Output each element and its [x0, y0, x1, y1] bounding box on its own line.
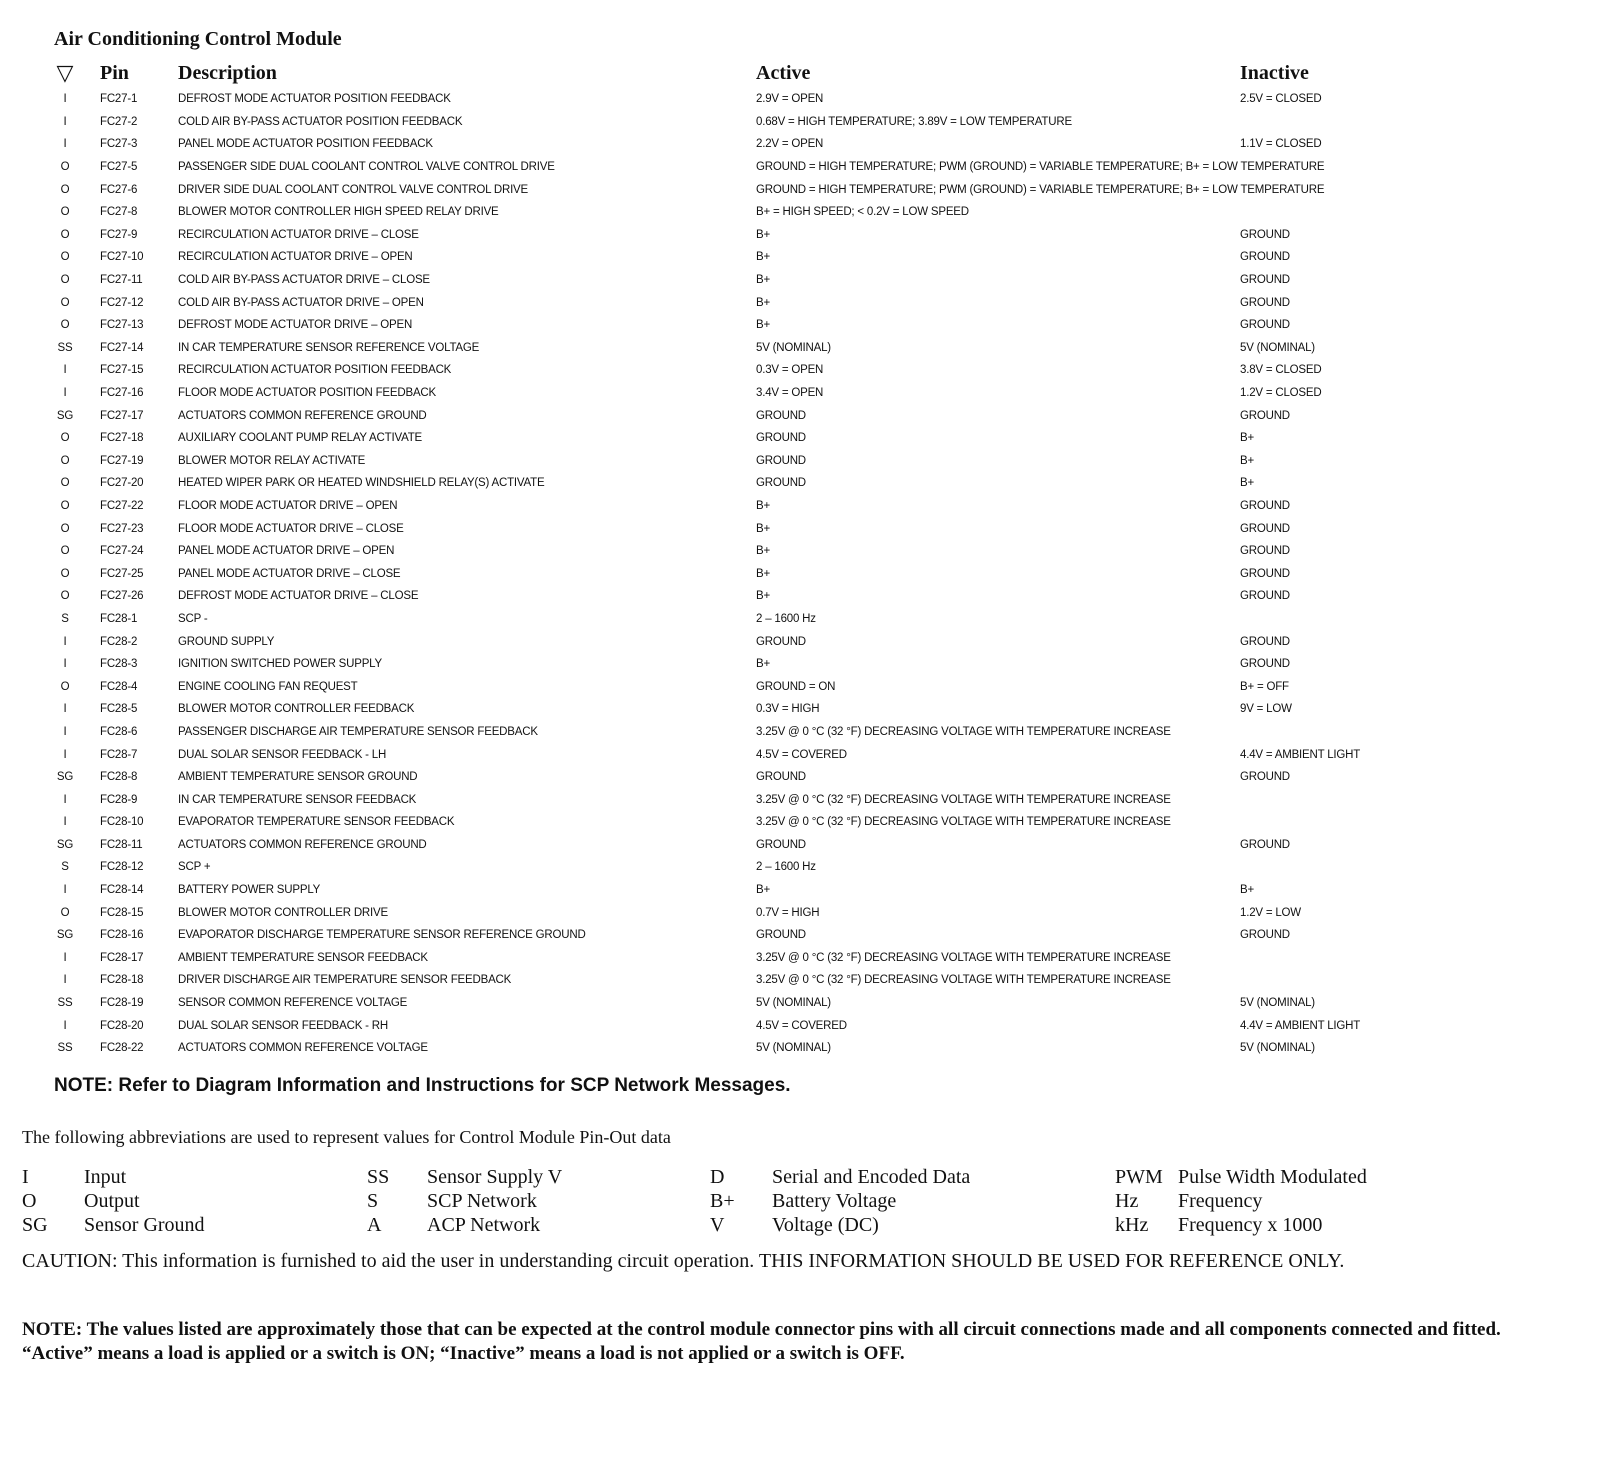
pin-description: BLOWER MOTOR RELAY ACTIVATE	[178, 454, 366, 467]
abbreviation-meaning: Sensor Ground	[84, 1214, 205, 1236]
pin-description: AUXILIARY COOLANT PUMP RELAY ACTIVATE	[178, 432, 422, 445]
pin-id: FC28-11	[100, 838, 143, 851]
pin-inactive-value	[1240, 111, 1554, 134]
direction-header-icon: ▽	[56, 60, 74, 85]
pin-description: DUAL SOLAR SENSOR FEEDBACK - LH	[178, 748, 387, 761]
table-row	[54, 924, 1554, 947]
table-row	[54, 992, 1554, 1015]
pin-description: BLOWER MOTOR CONTROLLER DRIVE	[178, 906, 388, 919]
pin-id: FC27-9	[100, 228, 138, 241]
page-title: Air Conditioning Control Module	[54, 28, 342, 50]
pin-id: FC28-3	[100, 658, 138, 671]
table-row	[54, 608, 1554, 631]
pin-direction: I	[63, 884, 67, 897]
table-row	[54, 224, 1554, 247]
pin-inactive-value: GROUND	[1240, 590, 1290, 603]
pin-id: FC27-18	[100, 432, 144, 445]
pin-description: PASSENGER DISCHARGE AIR TEMPERATURE SENSOR FEEDBACK	[178, 725, 538, 738]
pin-description: PANEL MODE ACTUATOR POSITION FEEDBACK	[178, 138, 433, 151]
pin-direction: I	[63, 974, 67, 987]
pin-inactive-value: B+	[1240, 432, 1254, 445]
network-note: NOTE: Refer to Diagram Information and Instructions for SCP Network Messages.	[54, 1075, 791, 1096]
pin-id: FC28-12	[100, 861, 144, 874]
table-row	[54, 788, 1554, 811]
pin-id: FC27-12	[100, 296, 144, 309]
table-row	[54, 698, 1554, 721]
pin-description: ENGINE COOLING FAN REQUEST	[178, 680, 358, 693]
pin-id: FC28-7	[100, 748, 138, 761]
pin-description: COLD AIR BY-PASS ACTUATOR DRIVE – CLOSE	[178, 274, 430, 287]
pin-id: FC28-14	[100, 884, 144, 897]
abbreviation-meaning: ACP Network	[427, 1214, 541, 1236]
pin-inactive-value: GROUND	[1240, 567, 1290, 580]
pin-id: FC28-1	[100, 612, 138, 625]
pin-active-value: B+	[756, 590, 770, 603]
pin-id: FC27-15	[100, 364, 144, 377]
pin-id: FC27-6	[100, 183, 138, 196]
pin-id: FC27-1	[100, 93, 138, 106]
pin-direction: SS	[57, 1042, 73, 1055]
abbreviation-meaning: Voltage (DC)	[772, 1214, 879, 1236]
table-row	[54, 856, 1554, 879]
pin-active-value: 5V (NOMINAL)	[756, 997, 831, 1010]
pin-active-value: B+	[756, 499, 770, 512]
table-row	[54, 291, 1554, 314]
pin-active-value: GROUND = HIGH TEMPERATURE; PWM (GROUND) = VARIABLE TEMPERATURE; B+ = LOW TEMPERATURE	[756, 161, 1325, 174]
pin-description: ACTUATORS COMMON REFERENCE GROUND	[178, 409, 427, 422]
pin-active-value: 5V (NOMINAL)	[756, 1042, 831, 1055]
pin-description: HEATED WIPER PARK OR HEATED WINDSHIELD RELAY(S) ACTIVATE	[178, 477, 545, 490]
pin-active-value: 0.68V = HIGH TEMPERATURE; 3.89V = LOW TEMPERATURE	[756, 115, 1072, 128]
pin-description: IGNITION SWITCHED POWER SUPPLY	[178, 658, 382, 671]
pin-active-value: 3.25V @ 0 °C (32 °F) DECREASING VOLTAGE WITH TEMPERATURE INCREASE	[756, 793, 1171, 806]
table-row	[54, 427, 1554, 450]
pin-description: FLOOR MODE ACTUATOR POSITION FEEDBACK	[178, 387, 436, 400]
abbreviation-meaning: SCP Network	[427, 1190, 537, 1212]
pin-inactive-value: GROUND	[1240, 228, 1290, 241]
pin-direction: I	[63, 725, 67, 738]
table-row	[54, 1037, 1554, 1060]
pin-active-value: GROUND	[756, 929, 806, 942]
pin-active-value: B+	[756, 522, 770, 535]
pin-id: FC27-26	[100, 590, 144, 603]
pinout-table	[54, 58, 1554, 1060]
pin-direction: O	[60, 454, 70, 467]
pin-direction: S	[61, 612, 69, 625]
pin-id: FC27-22	[100, 499, 144, 512]
table-row	[54, 246, 1554, 269]
pin-inactive-value: 5V (NOMINAL)	[1240, 1042, 1315, 1055]
table-row	[54, 156, 1554, 179]
pin-description: RECIRCULATION ACTUATOR POSITION FEEDBACK	[178, 364, 452, 377]
pin-inactive-value: 4.4V = AMBIENT LIGHT	[1240, 1019, 1361, 1032]
inactive-header: Inactive	[1240, 61, 1309, 84]
pin-direction: SG	[56, 771, 74, 784]
pin-active-value: 3.25V @ 0 °C (32 °F) DECREASING VOLTAGE WITH TEMPERATURE INCREASE	[756, 725, 1171, 738]
pin-inactive-value: B+	[1240, 477, 1254, 490]
pin-id: FC27-14	[100, 341, 144, 354]
table-row	[54, 721, 1554, 744]
table-row	[54, 1014, 1554, 1037]
abbreviation-meaning: Frequency x 1000	[1178, 1214, 1323, 1236]
pin-id: FC27-23	[100, 522, 144, 535]
pin-description: AMBIENT TEMPERATURE SENSOR GROUND	[178, 771, 418, 784]
pin-active-value: B+	[756, 296, 770, 309]
pin-direction: O	[60, 499, 70, 512]
pin-description: FLOOR MODE ACTUATOR DRIVE – OPEN	[178, 499, 398, 512]
pin-active-value: GROUND = HIGH TEMPERATURE; PWM (GROUND) = VARIABLE TEMPERATURE; B+ = LOW TEMPERATURE	[756, 183, 1325, 196]
pin-direction: I	[63, 635, 67, 648]
pin-id: FC27-25	[100, 567, 144, 580]
pin-direction: O	[60, 545, 70, 558]
pin-description: SCP -	[178, 612, 208, 625]
table-row	[54, 472, 1554, 495]
pin-active-value: 2.9V = OPEN	[756, 93, 824, 106]
pin-direction: I	[63, 93, 67, 106]
pin-description: GROUND SUPPLY	[178, 635, 275, 648]
pin-inactive-value: 9V = LOW	[1240, 703, 1292, 716]
abbreviations-intro: The following abbreviations are used to represent values for Control Module Pin-Out data	[22, 1127, 671, 1147]
pin-description: SENSOR COMMON REFERENCE VOLTAGE	[178, 997, 408, 1010]
pin-inactive-value: 1.2V = LOW	[1240, 906, 1301, 919]
table-row	[54, 337, 1554, 360]
pin-inactive-value: 3.8V = CLOSED	[1240, 364, 1322, 377]
pin-direction: I	[63, 816, 67, 829]
pin-id: FC27-19	[100, 454, 144, 467]
abbreviation-code: O	[22, 1190, 37, 1212]
pin-id: FC27-10	[100, 251, 144, 264]
pin-active-value: 3.25V @ 0 °C (32 °F) DECREASING VOLTAGE WITH TEMPERATURE INCREASE	[756, 974, 1171, 987]
abbreviation-meaning: Battery Voltage	[772, 1190, 897, 1212]
pin-id: FC28-17	[100, 951, 144, 964]
pin-direction: I	[63, 748, 67, 761]
pin-active-value: 4.5V = COVERED	[756, 748, 847, 761]
pin-direction: O	[60, 251, 70, 264]
pin-description: ACTUATORS COMMON REFERENCE VOLTAGE	[178, 1042, 428, 1055]
pin-description: DEFROST MODE ACTUATOR POSITION FEEDBACK	[178, 93, 451, 106]
pin-id: FC28-8	[100, 771, 138, 784]
abbreviation-code: Hz	[1115, 1190, 1139, 1212]
pin-active-value: B+ = HIGH SPEED; < 0.2V = LOW SPEED	[756, 206, 969, 219]
abbreviation-code: S	[367, 1190, 379, 1212]
abbreviation-meaning: Frequency	[1178, 1190, 1263, 1212]
pin-direction: O	[60, 161, 70, 174]
pin-active-value: 0.3V = OPEN	[756, 364, 824, 377]
pin-id: FC27-17	[100, 409, 144, 422]
pin-id: FC28-15	[100, 906, 144, 919]
pin-active-value: 3.25V @ 0 °C (32 °F) DECREASING VOLTAGE WITH TEMPERATURE INCREASE	[756, 951, 1171, 964]
pin-inactive-value: 5V (NOMINAL)	[1240, 341, 1315, 354]
table-row	[54, 653, 1554, 676]
pin-active-value: GROUND	[756, 409, 806, 422]
table-row	[54, 450, 1554, 473]
pin-direction: SG	[56, 838, 74, 851]
pin-inactive-value	[1240, 201, 1554, 224]
pin-description: SCP +	[178, 861, 211, 874]
pin-inactive-value: GROUND	[1240, 838, 1290, 851]
pin-id: FC27-24	[100, 545, 144, 558]
caution-note: CAUTION: This information is furnished to aid the user in understanding circuit operation. THIS INFORMATION SHOULD BE USED FOR REFERENCE ONLY.	[22, 1250, 1345, 1272]
pin-id: FC27-5	[100, 161, 138, 174]
pin-direction: I	[63, 658, 67, 671]
pin-id: FC27-20	[100, 477, 144, 490]
pin-active-value: 2 – 1600 Hz	[756, 612, 816, 625]
abbreviation-code: SG	[22, 1214, 48, 1236]
table-row	[54, 947, 1554, 970]
pin-description: DRIVER SIDE DUAL COOLANT CONTROL VALVE CONTROL DRIVE	[178, 183, 529, 196]
abbreviation-code: I	[22, 1166, 29, 1188]
abbreviation-code: D	[710, 1166, 725, 1188]
pin-description: BATTERY POWER SUPPLY	[178, 884, 321, 897]
pin-inactive-value: GROUND	[1240, 409, 1290, 422]
pin-description: COLD AIR BY-PASS ACTUATOR DRIVE – OPEN	[178, 296, 424, 309]
pin-direction: I	[63, 364, 67, 377]
pin-description: EVAPORATOR DISCHARGE TEMPERATURE SENSOR REFERENCE GROUND	[178, 929, 586, 942]
pin-direction: O	[60, 680, 70, 693]
pin-description: COLD AIR BY-PASS ACTUATOR POSITION FEEDBACK	[178, 115, 463, 128]
pin-id: FC28-6	[100, 725, 138, 738]
abbreviation-code: B+	[710, 1190, 735, 1212]
pin-id: FC27-13	[100, 319, 144, 332]
pin-inactive-value: B+	[1240, 884, 1254, 897]
pin-direction: SS	[57, 341, 73, 354]
pin-direction: O	[60, 906, 70, 919]
table-row	[54, 743, 1554, 766]
pin-description: PANEL MODE ACTUATOR DRIVE – OPEN	[178, 545, 395, 558]
pin-inactive-value	[1240, 969, 1554, 992]
table-row	[54, 404, 1554, 427]
pin-direction: O	[60, 432, 70, 445]
pin-active-value: 3.25V @ 0 °C (32 °F) DECREASING VOLTAGE WITH TEMPERATURE INCREASE	[756, 816, 1171, 829]
table-row	[54, 811, 1554, 834]
table-row	[54, 111, 1554, 134]
pin-active-value: GROUND = ON	[756, 680, 836, 693]
pin-direction: O	[60, 296, 70, 309]
footer-note: NOTE: The values listed are approximately those that can be expected at the control module connector pins with all circuit connections made and all components connected and fitted. “Active” means a load is applied or a switch is ON; “Inactive” means a load is not applied or a switch is OFF.	[22, 1319, 1501, 1364]
pin-id: FC27-3	[100, 138, 138, 151]
pin-inactive-value	[1240, 788, 1554, 811]
pin-inactive-value: GROUND	[1240, 499, 1290, 512]
table-row	[54, 382, 1554, 405]
pin-active-value: B+	[756, 251, 770, 264]
pin-description: DUAL SOLAR SENSOR FEEDBACK - RH	[178, 1019, 389, 1032]
pin-direction: O	[60, 319, 70, 332]
pin-direction: SG	[56, 409, 74, 422]
table-row	[54, 359, 1554, 382]
pin-direction: I	[63, 387, 67, 400]
pin-inactive-value: B+ = OFF	[1240, 680, 1289, 693]
pin-active-value: GROUND	[756, 838, 806, 851]
pin-active-value: 5V (NOMINAL)	[756, 341, 831, 354]
pin-description: FLOOR MODE ACTUATOR DRIVE – CLOSE	[178, 522, 404, 535]
pin-direction: I	[63, 1019, 67, 1032]
pin-id: FC28-9	[100, 793, 138, 806]
pin-direction: O	[60, 274, 70, 287]
pin-inactive-value: GROUND	[1240, 771, 1290, 784]
pin-inactive-value	[1240, 947, 1554, 970]
pin-inactive-value: GROUND	[1240, 319, 1290, 332]
pin-id: FC28-19	[100, 997, 144, 1010]
pin-direction: I	[63, 703, 67, 716]
table-row	[54, 766, 1554, 789]
pin-direction: I	[63, 138, 67, 151]
pin-active-value: 2 – 1600 Hz	[756, 861, 816, 874]
pin-id: FC27-11	[100, 274, 143, 287]
pin-description: EVAPORATOR TEMPERATURE SENSOR FEEDBACK	[178, 816, 455, 829]
abbreviation-meaning: Sensor Supply V	[427, 1166, 563, 1188]
pin-inactive-value	[1240, 608, 1554, 631]
pin-inactive-value: GROUND	[1240, 635, 1290, 648]
table-row	[54, 585, 1554, 608]
table-row	[54, 517, 1554, 540]
pin-id: FC28-22	[100, 1042, 144, 1055]
pin-inactive-value: GROUND	[1240, 522, 1290, 535]
pin-active-value: B+	[756, 567, 770, 580]
pin-active-value: GROUND	[756, 432, 806, 445]
abbreviation-code: kHz	[1115, 1214, 1149, 1236]
pin-description: IN CAR TEMPERATURE SENSOR REFERENCE VOLTAGE	[178, 341, 480, 354]
abbreviation-code: V	[710, 1214, 725, 1236]
pin-description: ACTUATORS COMMON REFERENCE GROUND	[178, 838, 427, 851]
pin-direction: I	[63, 115, 67, 128]
table-row	[54, 630, 1554, 653]
pin-active-value: 2.2V = OPEN	[756, 138, 824, 151]
pin-inactive-value: B+	[1240, 454, 1254, 467]
table-row	[54, 675, 1554, 698]
pin-direction: I	[63, 951, 67, 964]
description-header: Description	[178, 61, 277, 84]
pin-active-value: 4.5V = COVERED	[756, 1019, 847, 1032]
pin-id: FC28-4	[100, 680, 138, 693]
pin-inactive-value	[1240, 856, 1554, 879]
pin-direction: O	[60, 477, 70, 490]
pin-direction: SS	[57, 997, 73, 1010]
abbreviation-meaning: Input	[84, 1166, 127, 1188]
pin-inactive-value: 1.1V = CLOSED	[1240, 138, 1322, 151]
pin-header: Pin	[100, 61, 129, 84]
pin-id: FC27-8	[100, 206, 138, 219]
pin-id: FC27-16	[100, 387, 144, 400]
pin-active-value: 3.4V = OPEN	[756, 387, 824, 400]
pin-inactive-value: 5V (NOMINAL)	[1240, 997, 1315, 1010]
pin-direction: O	[60, 522, 70, 535]
pin-description: RECIRCULATION ACTUATOR DRIVE – OPEN	[178, 251, 413, 264]
pin-description: DEFROST MODE ACTUATOR DRIVE – CLOSE	[178, 590, 419, 603]
pin-active-value: GROUND	[756, 454, 806, 467]
pin-inactive-value: GROUND	[1240, 545, 1290, 558]
pin-id: FC28-18	[100, 974, 144, 987]
pin-direction: O	[60, 567, 70, 580]
abbreviation-code: A	[367, 1214, 382, 1236]
table-row	[54, 969, 1554, 992]
abbreviation-meaning: Output	[84, 1190, 140, 1212]
table-row	[54, 178, 1554, 201]
table-row	[54, 834, 1554, 857]
pin-inactive-value: 4.4V = AMBIENT LIGHT	[1240, 748, 1361, 761]
pin-active-value: 0.3V = HIGH	[756, 703, 820, 716]
table-row	[54, 540, 1554, 563]
table-row	[54, 901, 1554, 924]
abbreviation-meaning: Serial and Encoded Data	[772, 1166, 971, 1188]
pin-direction: O	[60, 228, 70, 241]
pin-description: DEFROST MODE ACTUATOR DRIVE – OPEN	[178, 319, 413, 332]
pin-description: RECIRCULATION ACTUATOR DRIVE – CLOSE	[178, 228, 419, 241]
table-row	[54, 562, 1554, 585]
pin-id: FC28-10	[100, 816, 144, 829]
pin-active-value: GROUND	[756, 477, 806, 490]
pin-inactive-value: GROUND	[1240, 929, 1290, 942]
pin-active-value: B+	[756, 274, 770, 287]
pin-direction: S	[61, 861, 69, 874]
pin-active-value: B+	[756, 884, 770, 897]
pin-inactive-value: GROUND	[1240, 251, 1290, 264]
pin-description: BLOWER MOTOR CONTROLLER FEEDBACK	[178, 703, 415, 716]
table-row	[54, 879, 1554, 902]
pin-inactive-value	[1240, 811, 1554, 834]
pin-inactive-value: 2.5V = CLOSED	[1240, 93, 1322, 106]
table-row	[54, 269, 1554, 292]
pin-description: AMBIENT TEMPERATURE SENSOR FEEDBACK	[178, 951, 428, 964]
active-header: Active	[756, 61, 811, 84]
pin-inactive-value: GROUND	[1240, 296, 1290, 309]
pin-direction: O	[60, 183, 70, 196]
pin-active-value: GROUND	[756, 635, 806, 648]
table-row	[54, 201, 1554, 224]
abbreviation-code: SS	[367, 1166, 390, 1188]
pin-active-value: GROUND	[756, 771, 806, 784]
pin-inactive-value: GROUND	[1240, 658, 1290, 671]
pin-description: IN CAR TEMPERATURE SENSOR FEEDBACK	[178, 793, 417, 806]
pin-active-value: B+	[756, 319, 770, 332]
table-row	[54, 88, 1554, 111]
pin-id: FC27-2	[100, 115, 138, 128]
pin-description: DRIVER DISCHARGE AIR TEMPERATURE SENSOR FEEDBACK	[178, 974, 512, 987]
pin-direction: SG	[56, 929, 74, 942]
pin-inactive-value: GROUND	[1240, 274, 1290, 287]
pinout-rows	[54, 88, 1554, 1060]
pin-active-value: B+	[756, 228, 770, 241]
pin-id: FC28-20	[100, 1019, 144, 1032]
pin-id: FC28-16	[100, 929, 144, 942]
pin-description: BLOWER MOTOR CONTROLLER HIGH SPEED RELAY DRIVE	[178, 206, 499, 219]
table-row	[54, 314, 1554, 337]
pin-direction: I	[63, 793, 67, 806]
table-row	[54, 495, 1554, 518]
pin-active-value: B+	[756, 658, 770, 671]
pin-active-value: B+	[756, 545, 770, 558]
abbreviation-code: PWM	[1115, 1166, 1163, 1188]
table-header-row	[54, 58, 1554, 88]
abbreviation-meaning: Pulse Width Modulated	[1178, 1166, 1367, 1188]
pin-inactive-value	[1240, 721, 1554, 744]
pin-direction: O	[60, 206, 70, 219]
pin-inactive-value: 1.2V = CLOSED	[1240, 387, 1322, 400]
pin-description: PASSENGER SIDE DUAL COOLANT CONTROL VALVE CONTROL DRIVE	[178, 161, 555, 174]
pin-id: FC28-2	[100, 635, 138, 648]
pin-id: FC28-5	[100, 703, 138, 716]
table-row	[54, 133, 1554, 156]
pin-description: PANEL MODE ACTUATOR DRIVE – CLOSE	[178, 567, 401, 580]
pin-active-value: 0.7V = HIGH	[756, 906, 820, 919]
pin-direction: O	[60, 590, 70, 603]
